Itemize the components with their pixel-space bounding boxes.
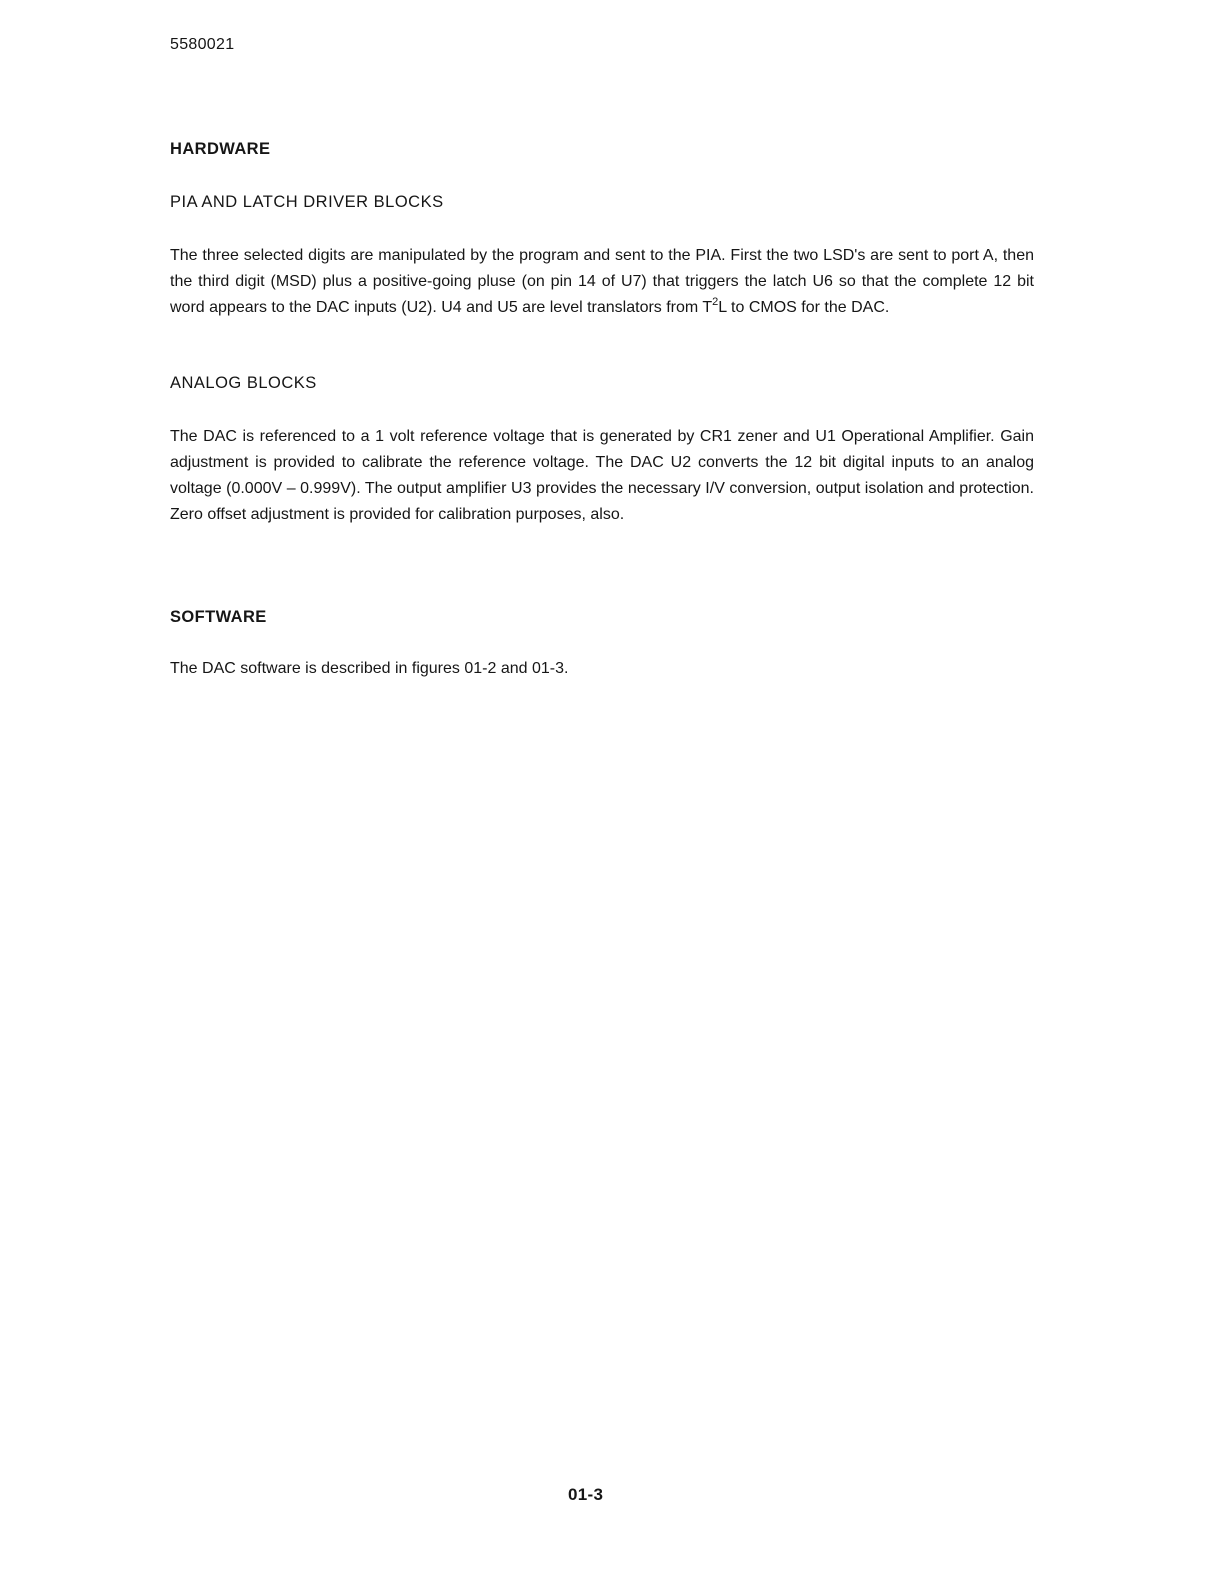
software-paragraph: The DAC software is described in figures 01-2 and 01-3. (170, 660, 569, 677)
pia-latch-paragraph-tail: L to CMOS for the DAC. (718, 299, 890, 316)
t2l-superscript: 2 (712, 295, 719, 308)
pia-latch-heading: PIA AND LATCH DRIVER BLOCKS (170, 193, 444, 211)
pia-latch-paragraph (170, 243, 1034, 321)
pia-latch-paragraph-main: The three selected digits are manipulated by the program and sent to the PIA. First the two LSD's are sent to port A, then the third digit (MSD) plus a positive-going pluse (on pin 14 of U7) that triggers the latch U6 so that the complete 12 bit word appears to the DAC inputs (U2). U4 and U5 are level translators from T (170, 247, 1034, 316)
page-number: 01-3 (568, 1485, 604, 1504)
hardware-heading: HARDWARE (170, 140, 271, 158)
analog-blocks-paragraph: The DAC is referenced to a 1 volt reference voltage that is generated by CR1 zener and U1 Operational Amplifier. Gain adjustment is provided to calibrate the reference voltage. The DAC U2 converts the 12 bit digital inputs to an analog voltage (0.000V – 0.999V). The output amplifier U3 provides the necessary I/V conversion, output isolation and protection. Zero offset adjustment is provided for calibration purposes, also. (170, 428, 1034, 523)
analog-blocks-heading: ANALOG BLOCKS (170, 374, 317, 392)
document-number: 5580021 (170, 36, 235, 53)
software-heading: SOFTWARE (170, 608, 267, 626)
